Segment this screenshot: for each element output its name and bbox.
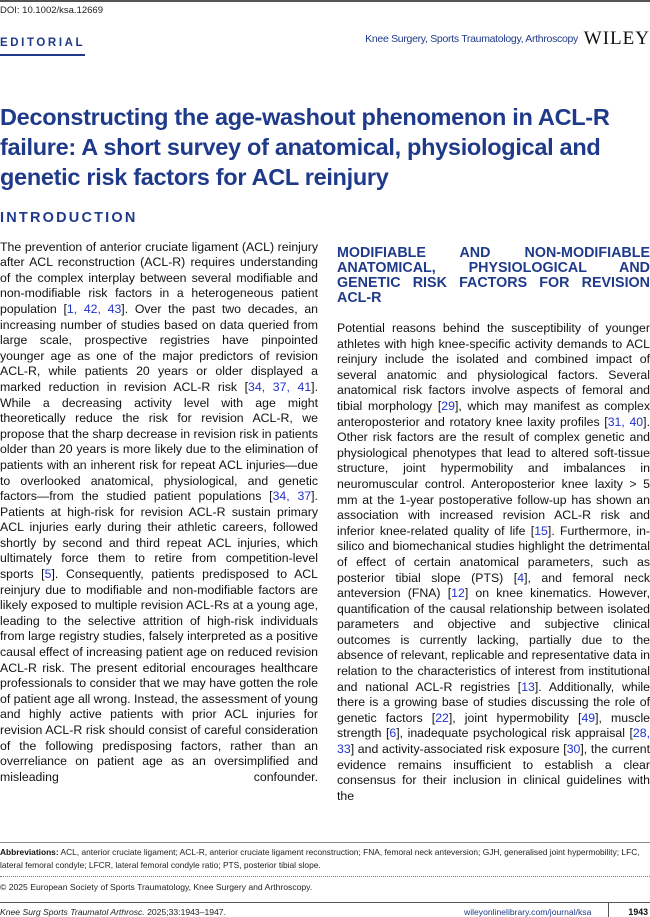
citation-link[interactable]: 5 — [44, 567, 52, 582]
dotted-divider — [0, 876, 650, 877]
abbreviations-text: ACL, anterior cruciate ligament; ACL-R, anterior cruciate ligament reconstruction; FNA, femoral neck anteversion; GJH, generalised joint hypermobility; LFC, lateral femoral condyle; LFCR, lateral femoral condyle ratio; PTS, posterior tibial slope. — [0, 847, 640, 870]
text-segment: ]. Patients at high-risk for revision ACL-R sustain primary ACL injuries early during their athletic careers, followed shortly by second and third repeat ACL injuries, which ultimately force them to retire from competition-level sports [ — [0, 489, 318, 582]
article-type-label: EDITORIAL — [0, 37, 85, 56]
text-segment: The prevention of anterior cruciate ligament (ACL) reinjury after ACL reconstruction (ACL-R) requires understanding of the complex interplay between several modifiable and non-modifiable risk factors in a heterogeneous patient population [ — [0, 239, 318, 316]
top-rule — [0, 0, 650, 2]
paragraph — [0, 240, 318, 786]
page-number-divider — [608, 902, 609, 917]
text-segment: ]. Furthermore, in-silico and biomechanical studies highlight the detrimental of effect of certain anatomical parameters, such as posterior tibial slope (PTS) [ — [337, 523, 650, 585]
citation-link[interactable]: 15 — [534, 523, 548, 538]
citation-link[interactable]: 49 — [581, 710, 596, 725]
text-segment: ], joint hypermobility [ — [448, 710, 582, 725]
section-heading-introduction: INTRODUCTION — [0, 210, 138, 226]
citation-link[interactable]: 34, 37, 41 — [248, 379, 312, 394]
citation-link[interactable]: 22 — [435, 710, 449, 725]
article-title: Deconstructing the age-washout phenomenon in ACL-R failure: A short survey of anatomical, physiological and genetic risk factors for ACL reinjury — [0, 103, 610, 190]
citation-link[interactable]: 6 — [389, 726, 397, 741]
text-segment: ]. While a decreasing activity level with age might theoretically reduce the risk for revision ACL-R, we propose that the sharp decrease in revision risk in patients older than 20 years is more likely due to the elimination of patients with an inherent risk for repeat ACL injuries—due to overlooked anatomical, physiological, and genetic factors—from the studied patient populations [ — [0, 379, 319, 504]
citation-details: 2025;33:1943–1947. — [144, 907, 226, 917]
paragraph — [337, 321, 650, 804]
citation-link[interactable]: 34, 37 — [272, 489, 312, 504]
abbreviations-label: Abbreviations: — [0, 847, 59, 857]
text-segment: ], inadequate psychological risk appraisal [ — [396, 726, 633, 741]
citation-link[interactable]: 29 — [441, 398, 455, 413]
publisher-logo: WILEY — [583, 28, 650, 49]
section-heading-risk-factors: MODIFIABLE AND NON-MODIFIABLE ANATOMICAL, PHYSIOLOGICAL AND GENETIC RISK FACTORS FOR REVISION ACL-R — [337, 245, 650, 306]
citation-link[interactable]: 12 — [451, 586, 465, 601]
text-segment: ]. Consequently, patients predisposed to ACL reinjury due to modifiable and non-modifiable factors are likely exposed to multiple revision ACL-Rs at a young age, leading to the selective attrition of high-risk individuals from large registry studies, falsely interpreted as a positive causal effect of increasing patient age on reduced revision ACL-R risk. The present editorial encourages healthcare professionals to consider that we may have gotten the role of patient age all wrong. Instead, the assessment of young and highly active patients with prior ACL injuries for revision ACL-R risk should consist of careful consideration of the following predisposing factors, rather than an overreliance on patient age as an oversimplified and misleading confounder. — [0, 567, 318, 784]
journal-url-link[interactable]: wileyonlinelibrary.com/journal/ksa — [464, 907, 592, 917]
text-segment: Potential reasons behind the susceptibility of younger athletes with high knee-specific activity demands to ACL reinjury include the isolated and combined impact of several anatomic and physiological factors. Several anatomical risk factors involve aspects of femoral and tibial morphology [ — [337, 321, 650, 413]
text-segment: ]. Other risk factors are the result of complex genetic and physiological phenotypes that lead to altered soft-tissue structure, joint hypermobility and imbalances in neuromuscular control. Anteroposterior knee laxity > 5 mm at the 1-year postoperative follow-up has shown an association with increased revision ACL-R risk and inferior knee-related quality of life [ — [337, 414, 650, 538]
footer-rule — [0, 902, 650, 903]
abbreviations-note — [0, 846, 650, 871]
right-column — [337, 214, 650, 804]
citation-link[interactable]: 28, 33 — [337, 726, 650, 757]
copyright: © 2025 European Society of Sports Traumatology, Knee Surgery and Arthroscopy. — [0, 882, 313, 892]
left-column — [0, 211, 318, 785]
page-number: 1943 — [628, 907, 648, 917]
text-segment: ]. Additionally, while there is a growing base of studies discussing the role of genetic factors [ — [337, 679, 650, 725]
footnote-rule — [0, 842, 650, 843]
doi: DOI: 10.1002/ksa.12669 — [0, 5, 103, 16]
text-segment: ] on knee kinematics. However, quantification of the causal relationship between isolated parameters and objective and subjective clinical outcomes is currently lacking, partially due to the absence of relevant, replicable and representative data in relation to the characteristics of interest from institutional and national ACL-R registries [ — [337, 586, 650, 694]
text-segment: ]. Over the past two decades, an increasing number of studies based on data queried from large scale, prospective registries have pinpointed younger age as one of the major predictors of revision ACL-R, while patients 20 years or older displayed a marked reduction in revision ACL-R risk [ — [0, 301, 318, 394]
citation-link[interactable]: 1, 42, 43 — [66, 301, 122, 316]
text-segment: ], the current evidence remains insufficient to establish a clear consensus for their inclusion in clinical guidelines with the — [337, 742, 650, 803]
journal-name: Knee Surgery, Sports Traumatology, Arthroscopy — [365, 33, 578, 45]
journal-abbrev: Knee Surg Sports Traumatol Arthrosc. — [0, 907, 145, 917]
text-segment: ], and femoral neck anteversion (FNA) [ — [337, 570, 650, 601]
citation-link[interactable]: 31, 40 — [607, 414, 644, 429]
citation-link[interactable]: 4 — [517, 570, 525, 585]
text-segment: ] and activity-associated risk exposure [ — [350, 742, 567, 757]
citation — [0, 907, 226, 917]
text-segment: ], muscle strength [ — [337, 710, 650, 741]
citation-link[interactable]: 30 — [566, 742, 581, 757]
text-segment: ], which may manifest as complex anteroposterior and rotatory knee laxity profiles [ — [337, 398, 650, 429]
citation-link[interactable]: 13 — [521, 679, 535, 694]
